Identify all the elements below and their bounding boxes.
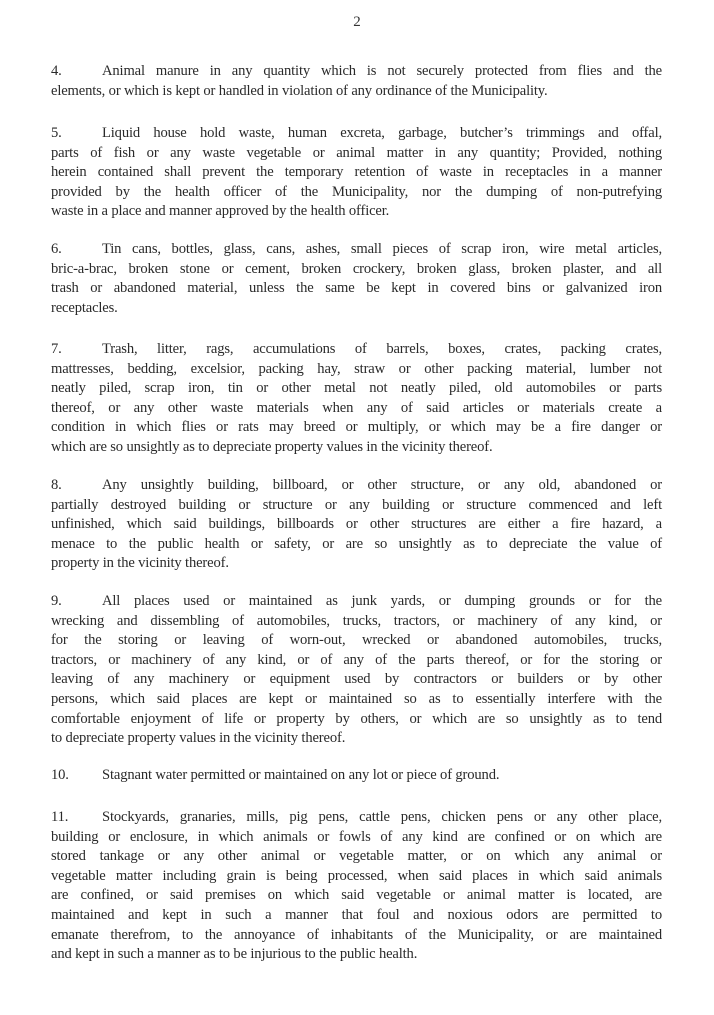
- paragraph-line: which are so unsightly as to depreciate property values in the vicinity thereof.: [51, 438, 493, 455]
- paragraph-line: trash or abandoned material, unless the same be kept in covered bins or galvanized iron: [51, 280, 662, 297]
- paragraph-line: [51, 476, 662, 496]
- paragraph-number: 7.: [51, 341, 62, 357]
- paragraph-text: Animal manure in any quantity which is not securely protected from flies and the: [102, 63, 662, 79]
- paragraph-6: [51, 240, 662, 318]
- paragraph-7: [51, 340, 662, 458]
- paragraph-line: parts of fish or any waste vegetable or animal matter in any quantity; Provided, nothing: [51, 144, 662, 161]
- paragraph-line: [51, 766, 662, 786]
- paragraph-line: to depreciate property values in the vicinity thereof.: [51, 730, 346, 747]
- paragraph-text: Stagnant water permitted or maintained on any lot or piece of ground.: [102, 767, 500, 783]
- paragraph-5: [51, 124, 662, 222]
- paragraph-line: elements, or which is kept or handled in violation of any ordinance of the Municipality.: [51, 82, 548, 99]
- paragraph-line: wrecking and dissembling of automobiles, trucks, tractors, or machinery of any kind, or: [51, 612, 662, 629]
- paragraph-number: 5.: [51, 125, 62, 141]
- paragraph-text: Liquid house hold waste, human excreta, garbage, butcher’s trimmings and offal,: [102, 125, 662, 141]
- paragraph-line: [51, 62, 662, 82]
- paragraph-number: 4.: [51, 63, 62, 79]
- paragraph-text: All places used or maintained as junk yards, or dumping grounds or for the: [102, 593, 662, 609]
- paragraph-8: [51, 476, 662, 574]
- paragraph-line: waste in a place and manner approved by the health officer.: [51, 203, 390, 220]
- paragraph-line: building or enclosure, in which animals or fowls of any kind are confined or on which are: [51, 828, 662, 845]
- paragraph-11: [51, 808, 662, 965]
- paragraph-line: leaving of any machinery or equipment used by contractors or builders or by other: [51, 671, 662, 688]
- paragraph-line: bric-a-brac, broken stone or cement, broken crockery, broken glass, broken plaster, and all: [51, 260, 662, 277]
- paragraph-line: and kept in such a manner as to be injurious to the public health.: [51, 946, 418, 963]
- paragraph-10: [51, 766, 662, 786]
- paragraph-text: Tin cans, bottles, glass, cans, ashes, small pieces of scrap iron, wire metal articles,: [102, 241, 662, 257]
- paragraph-line: thereof, or any other waste materials when any of said articles or materials create a: [51, 399, 662, 416]
- paragraph-line: mattresses, bedding, excelsior, packing hay, straw or other packing material, lumber not: [51, 360, 662, 377]
- paragraph-text: Trash, litter, rags, accumulations of barrels, boxes, crates, packing crates,: [102, 341, 662, 357]
- paragraph-line: partially destroyed building or structure or any building or structure commenced and left: [51, 496, 662, 513]
- paragraph-number: 9.: [51, 593, 62, 609]
- paragraph-line: provided by the health officer of the Municipality, nor the dumping of non-putrefying: [51, 183, 662, 200]
- paragraph-line: condition in which flies or rats may breed or multiply, or which may be a fire danger or: [51, 419, 662, 436]
- paragraph-line: maintained and kept in such a manner that foul and noxious odors are permitted to: [51, 906, 662, 923]
- paragraph-text: Any unsightly building, billboard, or other structure, or any old, abandoned or: [102, 477, 662, 493]
- paragraph-text: Stockyards, granaries, mills, pig pens, cattle pens, chicken pens or any other place,: [102, 809, 662, 825]
- paragraph-9: [51, 592, 662, 749]
- paragraph-line: comfortable enjoyment of life or property by others, or which are so unsightly as to tend: [51, 710, 662, 727]
- paragraph-line: vegetable matter including grain is being processed, when said places in which said animals: [51, 867, 662, 884]
- paragraph-line: [51, 124, 662, 144]
- paragraph-line: receptacles.: [51, 299, 118, 316]
- paragraph-number: 11.: [51, 809, 69, 825]
- paragraph-line: for the storing or leaving of worn-out, wrecked or abandoned automobiles, trucks,: [51, 632, 662, 649]
- paragraph-4: [51, 62, 662, 101]
- paragraph-line: persons, which said places are kept or maintained so as to essentially interfere with the: [51, 690, 662, 707]
- paragraph-line: [51, 592, 662, 612]
- paragraph-line: unfinished, which said buildings, billboards or other structures are either a fire hazard, a: [51, 516, 662, 533]
- paragraph-number: 6.: [51, 241, 62, 257]
- paragraph-line: stored tankage or any other animal or vegetable matter, or on which any animal or: [51, 848, 662, 865]
- paragraph-line: property in the vicinity thereof.: [51, 555, 229, 572]
- paragraph-number: 10.: [51, 767, 69, 783]
- page-number: 2: [353, 14, 361, 30]
- paragraph-line: [51, 240, 662, 260]
- paragraph-line: are confined, or said premises on which said vegetable or animal matter is located, are: [51, 887, 662, 904]
- paragraph-line: [51, 340, 662, 360]
- paragraph-number: 8.: [51, 477, 62, 493]
- paragraph-line: [51, 808, 662, 828]
- paragraph-line: herein contained shall prevent the temporary retention of waste in receptacles in a manner: [51, 164, 662, 181]
- paragraph-line: menace to the public health or safety, or are so unsightly as to depreciate the value of: [51, 535, 662, 552]
- paragraph-line: emanate therefrom, to the annoyance of inhabitants of the Municipality, or are maintained: [51, 926, 662, 943]
- paragraph-line: tractors, or machinery of any kind, or of any of the parts thereof, or for the storing or: [51, 651, 662, 668]
- paragraph-line: neatly piled, scrap iron, tin or other metal not neatly piled, old automobiles or parts: [51, 380, 662, 397]
